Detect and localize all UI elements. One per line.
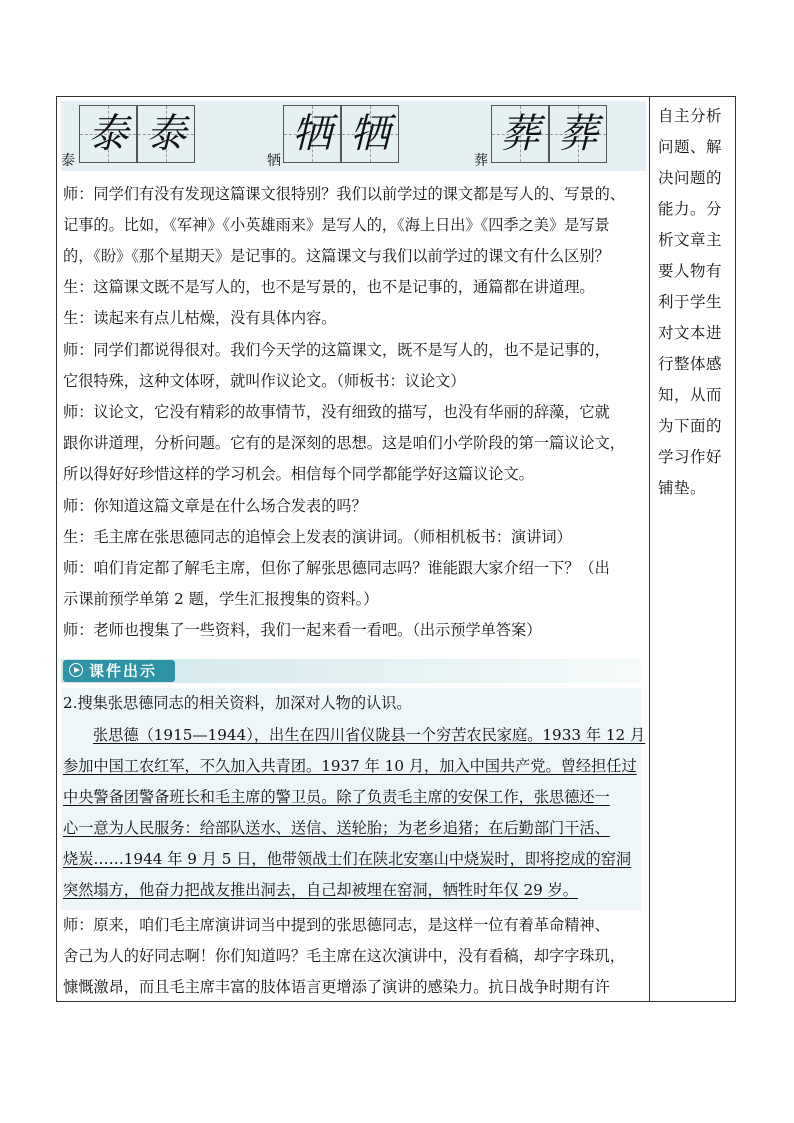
lesson-main-column [57,97,650,1001]
card-answer-line: 烧炭……1944 年 9 月 5 日，他带领战士们在陕北安塞山中烧炭时，即将挖成的窑洞 [63,850,632,868]
dialogue-line: 生：毛主席在张思德同志的追悼会上发表的演讲词。（师相机板书：演讲词） [63,528,572,546]
note-line: 析文章主 [658,231,723,249]
note-line: 决问题的 [658,169,723,187]
character-glyph: 泰 [88,111,128,157]
character-label: 牺 [267,153,281,169]
dialogue-line: 慷慨激昂，而且毛主席丰富的肢体语言更增添了演讲的感染力。抗日战争时期有许 [63,978,610,996]
dialogue-line: 师：议论文，它没有精彩的故事情节，没有细致的描写，也没有华丽的辞藻，它就 [63,403,610,421]
note-line: 学习作好 [658,448,723,466]
dialogue-line: 示课前预学单第 2 题，学生汇报搜集的资料。） [63,590,379,608]
dialogue-line: 师：同学们有没有发现这篇课文很特别？我们以前学过的课文都是写人的、写景的、 [63,185,625,203]
card-answer-line: 参加中国工农红军，不久加入共青团。1937 年 10 月，加入中国共产党。曾经担任过 [63,757,637,775]
character-glyph: 牺 [350,111,390,157]
dialogue-line: 记事的。比如，《军神》《小英雄雨来》是写人的，《海上日出》《四季之美》是写景 [63,216,610,234]
card-answer-line: 张思德（1915—1944），出生在四川省仪陇县一个穷苦农民家庭。1933 年 12 月 [93,726,646,744]
courseware-label: 课件出示 [89,662,158,680]
dialogue-line: 跟你讲道理，分析问题。它有的是深刻的思想。这是咱们小学阶段的第一篇议论文， [63,434,625,452]
dialogue-line: 它很特殊，这种文体呀，就叫作议论文。（师板书：议论文） [63,372,466,390]
note-line: 知，从而 [658,386,723,404]
dialogue-line: 师：咱们肯定都了解毛主席，但你了解张思德同志吗？谁能跟大家介绍一下？（出 [63,559,610,577]
design-intent-column [651,97,735,1001]
dialogue-line: 师：同学们都说得很对。我们今天学的这篇课文，既不是写人的，也不是记事的， [63,341,610,359]
character-label: 泰 [61,153,75,169]
card-question: 2.搜集张思德同志的相关资料，加深对人物的认识。 [63,694,412,712]
design-intent-note [658,101,726,504]
character-glyph: 葬 [558,111,598,157]
note-line: 要人物有 [658,262,723,280]
note-line: 能力。分 [658,200,723,218]
dialogue-line: 所以得好好珍惜这样的学习机会。相信每个同学都能学好这篇议论文。 [63,465,534,483]
character-glyph: 葬 [500,111,540,157]
dialogue-line: 舍己为人的好同志啊！你们知道吗？毛主席在这次演讲中，没有看稿，却字字珠玑， [63,947,625,965]
card-answer-line: 心一意为人民服务：给部队送水、送信、送轮胎；为老乡追猪；在后勤部门干活、 [63,819,610,837]
dialogue-line: 师：原来，咱们毛主席演讲词当中提到的张思德同志，是这样一位有着革命精神、 [63,916,610,934]
card-answer-line: 中央警备团警备班长和毛主席的警卫员。除了负责毛主席的安保工作，张思德还一 [63,788,610,806]
play-icon [69,663,83,677]
note-line: 为下面的 [658,417,723,435]
character-glyph: 泰 [146,111,186,157]
character-practice-strip [61,101,646,171]
dialogue-line: 生：这篇课文既不是写人的，也不是写景的，也不是记事的，通篇都在讲道理。 [63,278,595,296]
character-label: 葬 [474,153,488,169]
note-line: 自主分析 [658,107,723,125]
tianzige-box [137,105,195,163]
card-answer-line: 突然塌方，他奋力把战友推出洞去，自己却被埋在窑洞，牺牲时年仅 29 岁。 [63,881,578,899]
dialogue-line: 师：老师也搜集了一些资料，我们一起来看一看吧。（出示预学单答案） [63,621,542,639]
dialogue-line: 的，《盼》《那个星期天》是记事的。这篇课文与我们以前学过的课文有什么区别？ [63,247,610,265]
tianzige-box [491,105,549,163]
dialogue-line: 师：你知道这篇文章是在什么场合发表的吗？ [63,497,367,515]
lesson-table [56,96,736,1002]
character-glyph: 牺 [292,111,332,157]
tianzige-box [283,105,341,163]
tianzige-box [341,105,399,163]
note-line: 利于学生 [658,293,723,311]
dialogue-line: 生：读起来有点儿枯燥，没有具体内容。 [63,309,337,327]
note-line: 铺垫。 [658,479,707,497]
courseware-banner [61,659,641,683]
tianzige-box [79,105,137,163]
material-card [61,688,646,910]
note-line: 问题、解 [658,138,723,156]
note-line: 对文本进 [658,324,723,342]
note-line: 行整体感 [658,355,723,373]
tianzige-box [549,105,607,163]
courseware-badge [63,660,175,682]
